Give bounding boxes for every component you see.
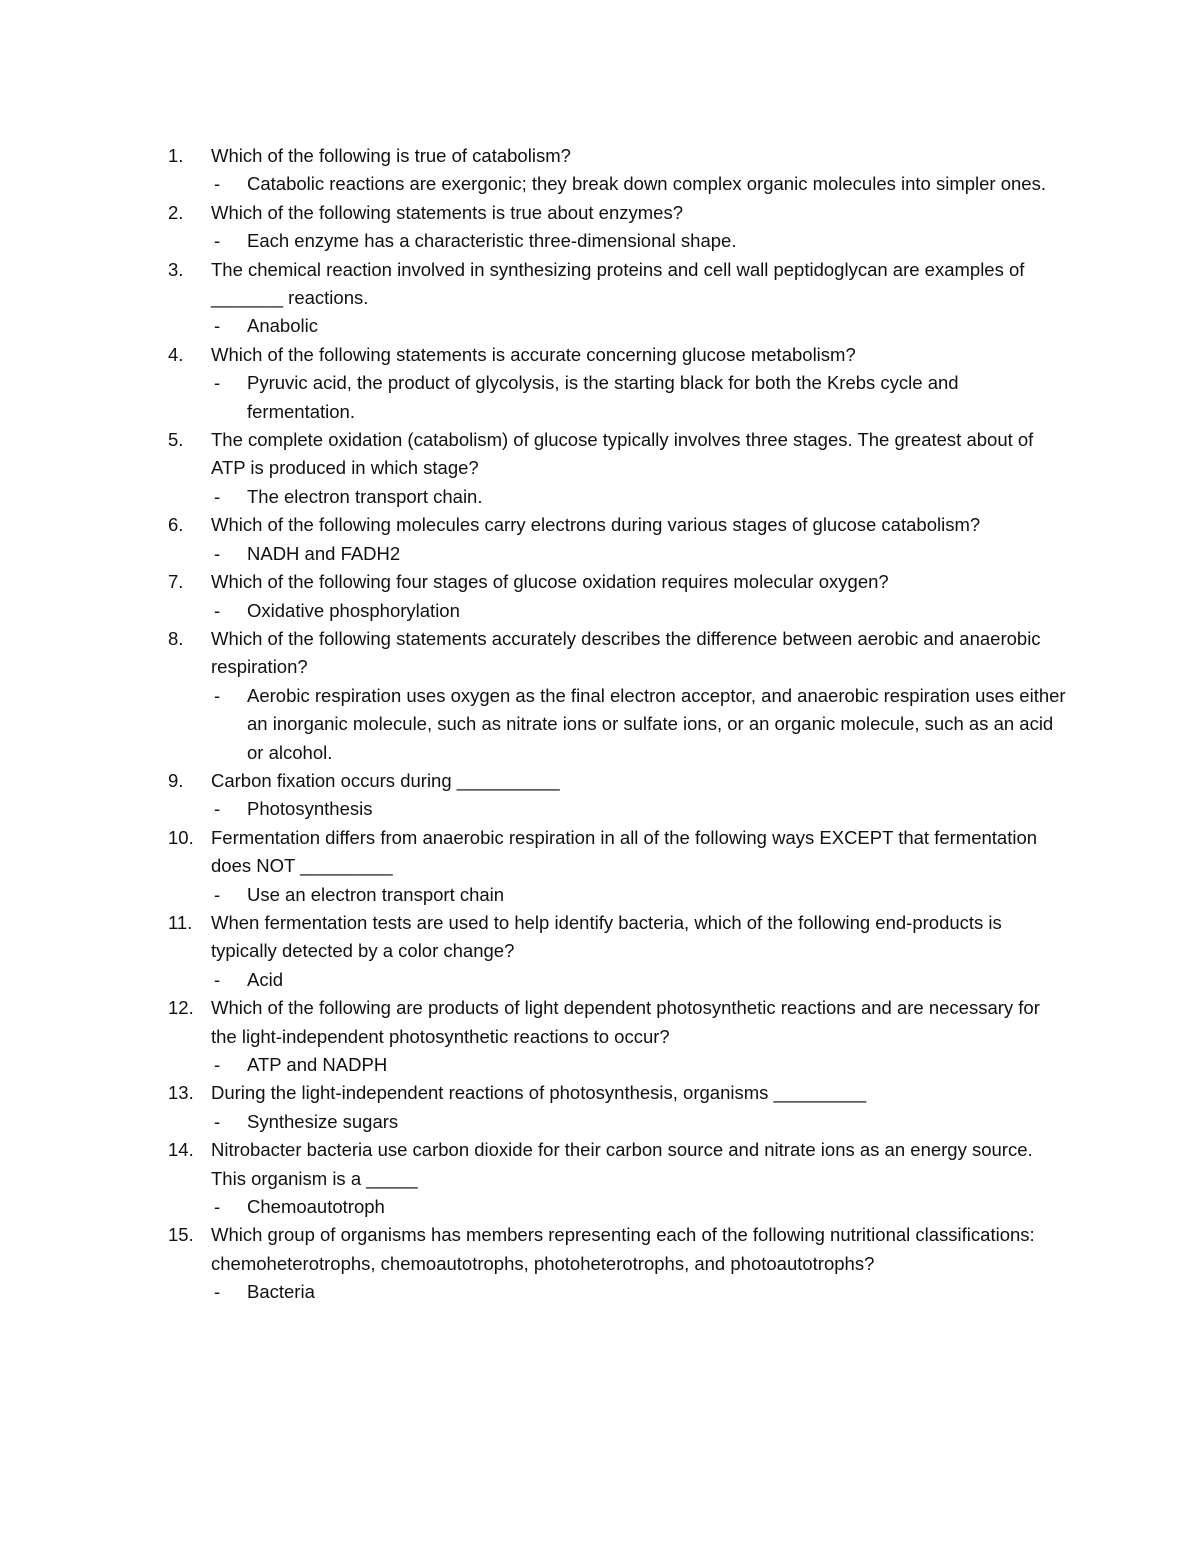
question-row [168,824,1068,881]
answer-bullet: - [214,798,221,820]
answer-text: NADH and FADH2 [247,542,401,564]
question-item [168,824,1068,909]
question-text: Which of the following molecules carry electrons during various stages of glucose catabolism? [211,514,981,536]
answer-bullet: - [214,372,221,394]
question-text: Which of the following are products of light dependent photosynthetic reactions and are necessary for the light-independent photosynthetic reactions to occur? [211,997,1040,1047]
answer-bullet: - [214,485,221,507]
question-text: When fermentation tests are used to help identify bacteria, which of the following end-products is typically detected by a color change? [211,911,1002,962]
question-item [168,568,1068,625]
answer-text: Photosynthesis [247,798,373,820]
answer-row [211,540,1068,568]
answer-bullet: - [214,230,221,252]
answer-row [211,795,1068,823]
question-row [168,909,1068,966]
question-item [168,256,1068,341]
answer-text: Chemoautotroph [247,1196,385,1218]
answer-row [211,597,1068,625]
answer-row [211,1108,1068,1136]
question-item [168,994,1068,1079]
question-row [168,1136,1068,1193]
answer-bullet: - [214,684,221,706]
question-row [168,994,1068,1051]
question-text: Which of the following statements is true about enzymes? [211,201,683,223]
question-item [168,1221,1068,1306]
answer-text: Catabolic reactions are exergonic; they break down complex organic molecules into simpler ones. [247,173,1046,195]
question-number: 12. [168,997,194,1019]
question-number: 4. [168,343,184,365]
question-item [168,142,1068,199]
answer-text: Each enzyme has a characteristic three-dimensional shape. [247,230,737,252]
answer-text: Anabolic [247,315,318,337]
question-row [168,199,1068,227]
answer-row [211,227,1068,255]
question-number: 8. [168,627,184,649]
answer-text: Oxidative phosphorylation [247,599,460,621]
question-text: During the light-independent reactions of photosynthesis, organisms _________ [211,1082,867,1104]
answer-row [211,369,1068,426]
question-row [168,625,1068,682]
question-text: The chemical reaction involved in synthesizing proteins and cell wall peptidoglycan are examples of _______ reactions. [211,258,1025,309]
question-text: Which of the following is true of catabolism? [211,145,571,166]
answer-text: ATP and NADPH [247,1054,388,1075]
question-text: The complete oxidation (catabolism) of glucose typically involves three stages. The greatest about of ATP is produced in which stage? [211,429,1034,479]
answer-bullet: - [214,315,221,337]
answer-bullet: - [214,968,221,990]
answer-text: Pyruvic acid, the product of glycolysis, is the starting black for both the Krebs cycle and fermentation. [247,372,959,422]
question-text: Which group of organisms has members representing each of the following nutritional classifications: chemoheterotrophs, chemoautotrophs, photoheterotrophs, and photoautotrophs? [211,1224,1035,1274]
answer-bullet: - [214,542,221,564]
question-text: Carbon fixation occurs during __________ [211,769,560,791]
answer-row [211,881,1068,909]
question-number: 6. [168,514,184,536]
question-text: Fermentation differs from anaerobic respiration in all of the following ways EXCEPT that fermentation does NOT _________ [211,826,1038,877]
answer-row [211,483,1068,511]
question-item [168,1079,1068,1136]
answer-text: Use an electron transport chain [247,883,505,905]
question-row [168,1221,1068,1278]
answer-row [211,312,1068,340]
answer-bullet: - [214,883,221,905]
answer-row [211,1278,1068,1306]
answer-row [211,1193,1068,1221]
question-text: Nitrobacter bacteria use carbon dioxide for their carbon source and nitrate ions as an energy source. This organism is a _____ [211,1139,1033,1189]
answer-bullet: - [214,1281,221,1303]
answer-text: Acid [247,968,283,990]
answer-bullet: - [214,1054,221,1075]
answer-text: Aerobic respiration uses oxygen as the final electron acceptor, and anaerobic respiration uses either an inorganic molecule, such as nitrate ions or sulfate ions, or an organic molecule, such as an acid or alcohol. [247,684,1066,763]
question-row [168,142,1068,170]
answer-text: Bacteria [247,1281,315,1303]
question-item [168,1136,1068,1221]
question-number: 11. [168,911,193,933]
question-row [168,426,1068,483]
question-item [168,511,1068,568]
question-number: 14. [168,1139,194,1161]
question-number: 7. [168,571,184,593]
question-text: Which of the following four stages of glucose oxidation requires molecular oxygen? [211,571,889,593]
answer-bullet: - [214,1110,221,1132]
question-number: 2. [168,201,184,223]
answer-text: Synthesize sugars [247,1110,399,1132]
answer-row [211,966,1068,994]
question-text: Which of the following statements is accurate concerning glucose metabolism? [211,343,856,365]
question-number: 1. [168,145,184,166]
question-row [168,341,1068,369]
question-number: 15. [168,1224,194,1246]
answer-text: The electron transport chain. [247,485,483,507]
answer-bullet: - [214,599,221,621]
question-row [168,511,1068,539]
question-item [168,767,1068,824]
question-item [168,199,1068,256]
answer-row [211,1051,1068,1079]
question-item [168,909,1068,994]
answer-row [211,170,1068,198]
question-number: 3. [168,258,184,280]
question-number: 13. [168,1082,194,1104]
answer-bullet: - [214,1196,221,1218]
question-text: Which of the following statements accurately describes the difference between aerobic and anaerobic respiration? [211,627,1041,678]
question-item [168,426,1068,511]
question-item [168,341,1068,426]
question-row [168,256,1068,313]
answer-bullet: - [214,173,221,195]
question-number: 9. [168,769,184,791]
question-item [168,625,1068,767]
question-list [168,142,1068,1307]
question-row [168,767,1068,795]
question-row [168,568,1068,596]
question-row [168,1079,1068,1107]
answer-row [211,682,1068,767]
question-number: 5. [168,429,184,451]
question-number: 10. [168,826,194,848]
